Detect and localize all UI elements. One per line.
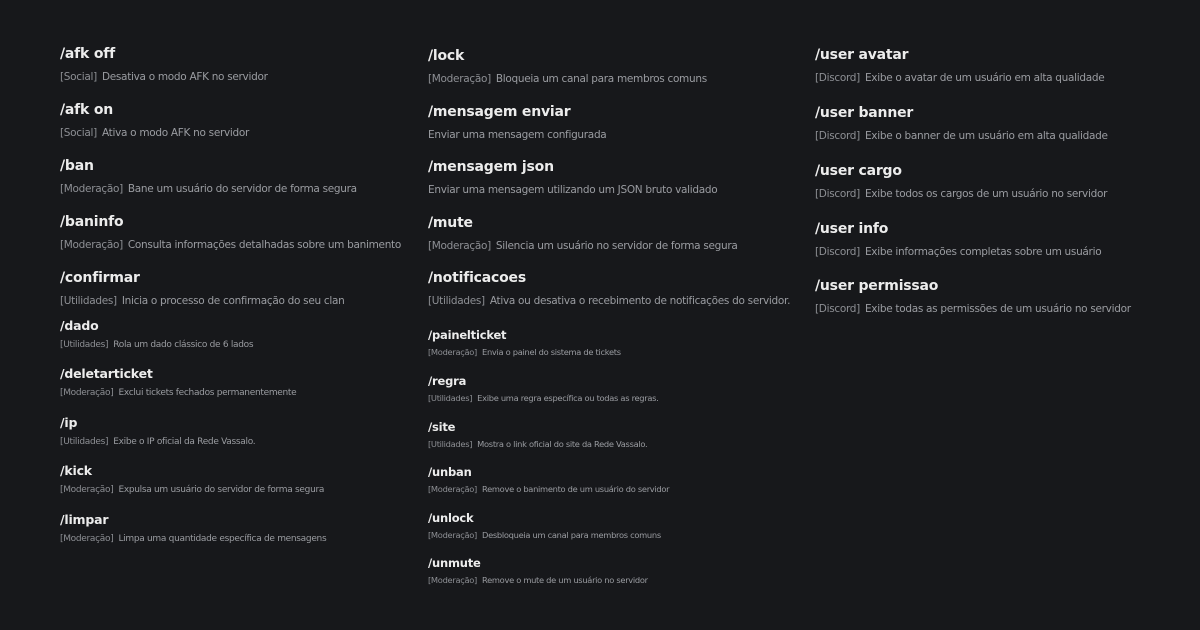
command-item xyxy=(60,366,296,399)
command-item xyxy=(815,104,1108,143)
command-description: [Moderação] Remove o mute de um usuário no servidor xyxy=(428,575,648,585)
command-name: /regra xyxy=(428,374,467,388)
command-name: /deletarticket xyxy=(60,366,153,381)
command-item xyxy=(428,556,648,586)
command-description: [Moderação] Limpa uma quantidade específica de mensagens xyxy=(60,534,327,544)
command-name: /user avatar xyxy=(815,47,909,63)
command-item xyxy=(60,213,401,252)
command-item xyxy=(428,511,661,541)
command-description: [Discord] Exibe o banner de um usuário em alta qualidade xyxy=(815,130,1108,142)
command-category: [Utilidades] xyxy=(428,393,473,403)
command-name: /dado xyxy=(60,318,99,333)
command-description: [Utilidades] Rola um dado clássico de 6 lados xyxy=(60,340,254,350)
command-category: [Moderação] xyxy=(428,73,491,85)
command-description: [Discord] Exibe todos os cargos de um usuário no servidor xyxy=(815,188,1108,200)
command-name: /painelticket xyxy=(428,328,507,342)
command-name: /user banner xyxy=(815,105,914,121)
command-item xyxy=(428,328,621,358)
command-name: /site xyxy=(428,420,456,434)
command-category: [Social] xyxy=(60,71,97,83)
command-description: [Utilidades] Exibe uma regra específica ou todas as regras. xyxy=(428,393,659,403)
command-category: [Utilidades] xyxy=(428,295,485,307)
command-category: [Moderação] xyxy=(428,484,477,494)
command-item xyxy=(815,277,1131,316)
command-description: [Moderação] Expulsa um usuário do servidor de forma segura xyxy=(60,485,325,495)
command-category: [Moderação] xyxy=(60,534,114,544)
command-description: [Moderação] Bloqueia um canal para membros comuns xyxy=(428,73,707,85)
command-name: /unmute xyxy=(428,556,481,570)
command-description: [Moderação] Silencia um usuário no servidor de forma segura xyxy=(428,240,738,252)
command-name: /user cargo xyxy=(815,163,902,179)
command-name: /user info xyxy=(815,221,889,237)
command-name: /notificacoes xyxy=(428,270,526,286)
command-description: [Moderação] Envia o painel do sistema de tickets xyxy=(428,347,621,357)
command-item xyxy=(428,269,790,308)
command-description: [Social] Desativa o modo AFK no servidor xyxy=(60,71,268,83)
command-description: [Utilidades] Ativa ou desativa o recebimento de notificações do servidor. xyxy=(428,295,791,307)
command-name: /mensagem enviar xyxy=(428,104,571,120)
command-item xyxy=(428,158,717,197)
command-item xyxy=(428,465,669,495)
command-description: [Social] Ativa o modo AFK no servidor xyxy=(60,127,250,139)
command-name: /ban xyxy=(60,158,94,174)
command-item xyxy=(815,220,1101,259)
command-category: [Social] xyxy=(60,127,97,139)
command-name: /unlock xyxy=(428,511,474,525)
command-category: [Moderação] xyxy=(60,183,123,195)
command-description: [Moderação] Exclui tickets fechados permanentemente xyxy=(60,388,297,398)
command-item xyxy=(60,318,253,351)
command-description: Enviar uma mensagem utilizando um JSON bruto validado xyxy=(428,184,718,196)
command-description: [Moderação] Desbloqueia um canal para membros comuns xyxy=(428,530,661,540)
command-item xyxy=(428,47,707,86)
command-item xyxy=(60,463,324,496)
command-description: [Discord] Exibe o avatar de um usuário em alta qualidade xyxy=(815,72,1105,84)
command-category: [Utilidades] xyxy=(60,340,109,350)
command-item xyxy=(428,103,606,142)
command-name: /afk off xyxy=(60,46,116,62)
command-description: [Utilidades] Inicia o processo de confirmação do seu clan xyxy=(60,295,345,307)
command-category: [Utilidades] xyxy=(428,439,473,449)
command-category: [Utilidades] xyxy=(60,295,117,307)
command-name: /ip xyxy=(60,415,78,430)
command-item xyxy=(428,214,738,253)
command-category: [Moderação] xyxy=(60,239,123,251)
command-item xyxy=(60,45,268,84)
command-name: /kick xyxy=(60,463,92,478)
command-category: [Utilidades] xyxy=(60,437,109,447)
command-name: /unban xyxy=(428,465,472,479)
command-item xyxy=(428,374,659,404)
command-name: /baninfo xyxy=(60,214,124,230)
command-description: [Moderação] Remove o banimento de um usuário do servidor xyxy=(428,484,670,494)
command-name: /afk on xyxy=(60,102,114,118)
command-category: [Discord] xyxy=(815,246,860,258)
command-item xyxy=(815,46,1104,85)
command-name: /confirmar xyxy=(60,270,140,286)
command-item xyxy=(60,512,326,545)
command-category: [Moderação] xyxy=(428,575,477,585)
command-description: Enviar uma mensagem configurada xyxy=(428,129,607,141)
command-description: [Moderação] Consulta informações detalhadas sobre um banimento xyxy=(60,239,401,251)
command-item xyxy=(428,420,647,450)
command-item xyxy=(60,157,357,196)
command-category: [Discord] xyxy=(815,303,860,315)
command-description: [Moderação] Bane um usuário do servidor de forma segura xyxy=(60,183,357,195)
command-category: [Discord] xyxy=(815,130,860,142)
command-item xyxy=(60,101,249,140)
command-description: [Discord] Exibe informações completas sobre um usuário xyxy=(815,246,1102,258)
command-description: [Utilidades] Mostra o link oficial do site da Rede Vassalo. xyxy=(428,439,648,449)
command-category: [Moderação] xyxy=(60,485,114,495)
command-category: [Moderação] xyxy=(60,388,114,398)
command-name: /limpar xyxy=(60,512,109,527)
command-category: [Moderação] xyxy=(428,240,491,252)
command-item xyxy=(60,415,255,448)
command-category: [Moderação] xyxy=(428,347,477,357)
command-name: /user permissao xyxy=(815,278,939,294)
command-name: /mute xyxy=(428,215,473,231)
command-name: /lock xyxy=(428,48,465,64)
command-category: [Discord] xyxy=(815,188,860,200)
command-item xyxy=(60,269,344,308)
command-description: [Discord] Exibe todas as permissões de um usuário no servidor xyxy=(815,303,1131,315)
command-item xyxy=(815,162,1107,201)
command-category: [Moderação] xyxy=(428,530,477,540)
command-name: /mensagem json xyxy=(428,159,554,175)
command-description: [Utilidades] Exibe o IP oficial da Rede Vassalo. xyxy=(60,437,256,447)
command-category: [Discord] xyxy=(815,72,860,84)
